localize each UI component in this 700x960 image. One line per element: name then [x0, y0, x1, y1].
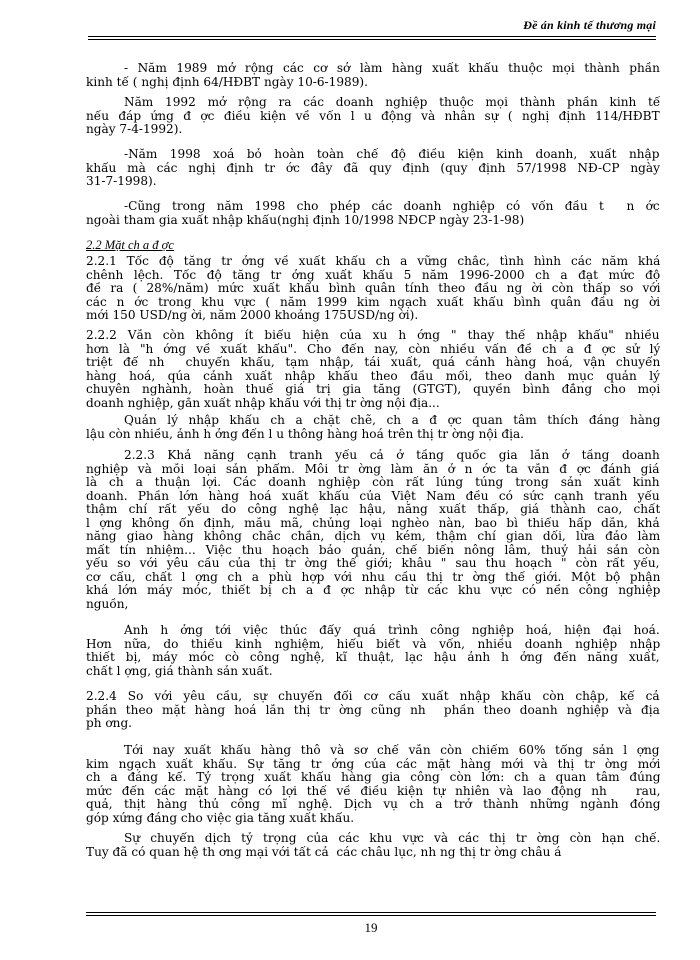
paragraph-line: Tuy đã có quan hệ th ơng mại với tất cả các châu lục, nh ng thị tr ờng châu á [86, 845, 562, 859]
paragraph-line: Năm 1992 mở rộng ra các doanh nghiệp thuộc mọi thành phần kinh tế [124, 96, 660, 109]
footer-rule [86, 915, 656, 916]
paragraph-line: 31-7-1998). [86, 175, 157, 188]
paragraph [86, 832, 660, 859]
paragraph-line: 2.2.1 Tốc độ tăng tr ởng về xuất khẩu ch a vững chắc, tình hình các năm khá [86, 255, 660, 268]
paragraph [86, 62, 660, 89]
paragraph-line: mới 150 USD/ng ời, năm 2000 khoảng 175USD/ng ời). [86, 309, 419, 322]
paragraph [86, 690, 660, 731]
paragraph-line: doanh. Phần lớn hàng hoá xuất khẩu của Việt Nam đều có sức cạnh tranh yếu [86, 489, 660, 503]
page-footer [86, 912, 656, 936]
paragraph-line: yếu so với yêu cầu của thị tr ờng thế giới; khâu " sau thu hoạch " còn rất yếu, [86, 557, 660, 570]
paragraph-line: khá lớn máy móc, thiết bị ch a đ ợc nhập từ các khu vực có nền công nghiệp [86, 584, 660, 597]
footer-rule-thin [86, 912, 656, 913]
paragraph-line: triệt để nh chuyển khẩu, tạm nhập, tái xuất, quá cảnh hàng hoá, vận chuyển [86, 356, 660, 369]
page-header [88, 14, 656, 40]
paragraph-line: kim ngạch xuất khẩu. Sự tăng tr ởng của các mặt hàng mới và thị tr ờng mới [86, 757, 660, 771]
paragraph-line: -Cũng trong năm 1998 cho phép các doanh nghiệp có vốn đầu t n ớc [124, 200, 660, 213]
paragraph-line: Ảnh h ởng tới việc thúc đẩy quá trình công nghiệp hoá, hiện đại hoá. [124, 624, 660, 637]
paragraph-line: 2.2.3 Khả năng cạnh tranh yếu cả ở tầng quốc gia lẫn ở tầng doanh [124, 449, 660, 462]
header-rule [88, 36, 656, 37]
paragraph-line: thiết bị, máy móc cò công nghệ, kĩ thuật, lạc hậu ảnh h ởng đến năng xuất, [86, 651, 660, 664]
header-title: Đề án kinh tế thương mại [523, 18, 656, 32]
paragraph [86, 96, 660, 137]
paragraph-line: ph ơng. [86, 717, 133, 730]
paragraph-line: doanh nghiệp, gắn xuất nhập khẩu với thị tr ờng nội địa... [86, 396, 440, 410]
paragraph-line: là ch a thuận lợi. Các doanh nghiệp còn rất lúng túng trong sản xuất kinh [86, 476, 660, 489]
paragraph-line: cơ cấu, chất l ợng ch a phù hợp với nhu cầu thị tr ờng thế giới. Một bộ phận [86, 570, 660, 584]
page-number: 19 [364, 920, 378, 935]
paragraph-line: ngày 7-4-1992). [86, 123, 183, 136]
paragraph-line: Sự chuyển dịch tỷ trọng của các khu vực và các thị tr ờng còn hạn chế. [124, 832, 660, 845]
paragraph-line: nếu đáp ứng đ ợc điều kiện về vốn l u động và nhân sự ( nghị định 114/HĐBT [86, 109, 660, 123]
paragraph-line: lậu còn nhiều, ảnh h ởng đến l u thông hàng hoá trên thị tr ờng nội địa. [86, 427, 525, 441]
paragraph-line: Hơn nữa, do thiếu kinh nghiệm, hiểu biết và vốn, nhiều doanh nghiệp nhập [86, 637, 660, 651]
paragraph [86, 148, 660, 189]
paragraph-line: Tới nay xuất khẩu hàng thô và sơ chế vẫn còn chiếm 60% tổng sản l ợng [124, 744, 660, 757]
paragraph [86, 414, 660, 441]
paragraph-line: nguồn, [86, 597, 129, 611]
paragraph-line: mức đến các mặt hàng có lợi thế về điều kiện tự nhiên và lao động nh rau, [86, 784, 660, 798]
paragraph-line: hàng hoá, qúa cảnh xuất nhập khẩu theo đầu mối, theo danh mục quản lý [86, 369, 660, 383]
paragraph-line: 2.2.4 So với yêu cầu, sự chuyển đổi cơ cấu xuất nhập khẩu còn chập, kể cả [86, 690, 660, 703]
paragraph-line: chất l ợng, giá thành sản xuất. [86, 664, 273, 678]
paragraph-line: Quản lý nhập khẩu ch a chặt chẽ, ch a đ ợc quan tâm thích đáng hàng [124, 414, 660, 427]
paragraph-line: 2.2.2 Vẫn còn không ít biểu hiện của xu h ớng " thay thế nhập khẩu" nhiều [86, 329, 660, 342]
paragraph-line: các n ớc trong khu vực ( năm 1999 kim ngạch xuất khẩu bình quân đầu ng ời [86, 295, 660, 309]
paragraph-line: khẩu mà các nghị định tr ớc đây đã quy định (quy định 57/1998 NĐ-CP ngày [86, 161, 660, 175]
paragraph-line: -Năm 1998 xoá bỏ hoàn toàn chế độ điều kiện kinh doanh, xuất nhập [124, 148, 660, 161]
paragraph-line: mất tín nhiệm... Việc thu hoạch bảo quản, chế biến nông lâm, thuỷ hải sản còn [86, 543, 660, 557]
header-rule-thin [88, 39, 656, 40]
paragraph [86, 329, 660, 410]
section-heading: 2.2 Mặt ch a đ ợc [86, 238, 174, 252]
paragraph-line: chênh lệch. Tốc độ tăng tr ởng xuất khẩu 5 năm 1996-2000 ch a đạt mức độ [86, 268, 660, 282]
paragraph-line: ch a đáng kể. Tỷ trọng xuất khẩu hàng gia công còn lớn: ch a quan tâm đúng [86, 771, 660, 784]
paragraph-line: l ợng không ổn định, mẫu mã, chủng loại nghèo nàn, bao bì thiếu hấp dẫn, khả [86, 516, 660, 530]
paragraph [86, 624, 660, 678]
paragraph-line: đề ra ( 28%/năm) mức xuất khẩu bình quân tính theo đầu ng ời còn thấp so với [86, 282, 660, 295]
paragraph [86, 200, 660, 227]
paragraph-line: chuyên nghành, hoàn thuế giá trị gia tăng (GTGT), quyền bình đẳng cho mọi [86, 383, 660, 396]
paragraph-line: phần theo mặt hàng hoá lẫn thị tr ờng cũng nh phần theo doanh nghiệp và địa [86, 703, 660, 717]
paragraph-line: năng giao hàng không chắc chắn, dịch vụ kém, thậm chí gian dối, lừa đảo làm [86, 530, 660, 543]
paragraph-line: thậm chí rất yếu do công nghệ lạc hậu, năng xuất thấp, giá thành cao, chất [86, 503, 660, 516]
paragraph [86, 449, 660, 611]
paragraph [86, 744, 660, 825]
paragraph-line: hơn là "h ớng về xuất khẩu". Cho đến nay, còn nhiều vấn đề ch a đ ợc sử lý [86, 342, 660, 356]
paragraph-line: - Năm 1989 mở rộng các cơ sở làm hàng xuất khẩu thuộc mọi thành phần [124, 62, 660, 75]
paragraph-line: góp xứng đáng cho việc gia tăng xuất khẩu. [86, 811, 355, 825]
paragraph [86, 255, 660, 323]
paragraph-line: ngoài tham gia xuất nhập khẩu(nghị định 10/1998 NĐCP ngày 23-1-98) [86, 213, 525, 227]
paragraph-line: nghiệp và mỗi loại sản phẩm. Môi tr ờng làm ăn ở n ớc ta vẫn đ ợc đánh giá [86, 462, 660, 476]
paragraph-line: quả, thịt hàng thủ công mĩ nghệ. Dịch vụ ch a trở thành những ngành đóng [86, 798, 660, 811]
paragraph-line: kinh tế ( nghị định 64/HĐBT ngày 10-6-1989). [86, 75, 368, 89]
